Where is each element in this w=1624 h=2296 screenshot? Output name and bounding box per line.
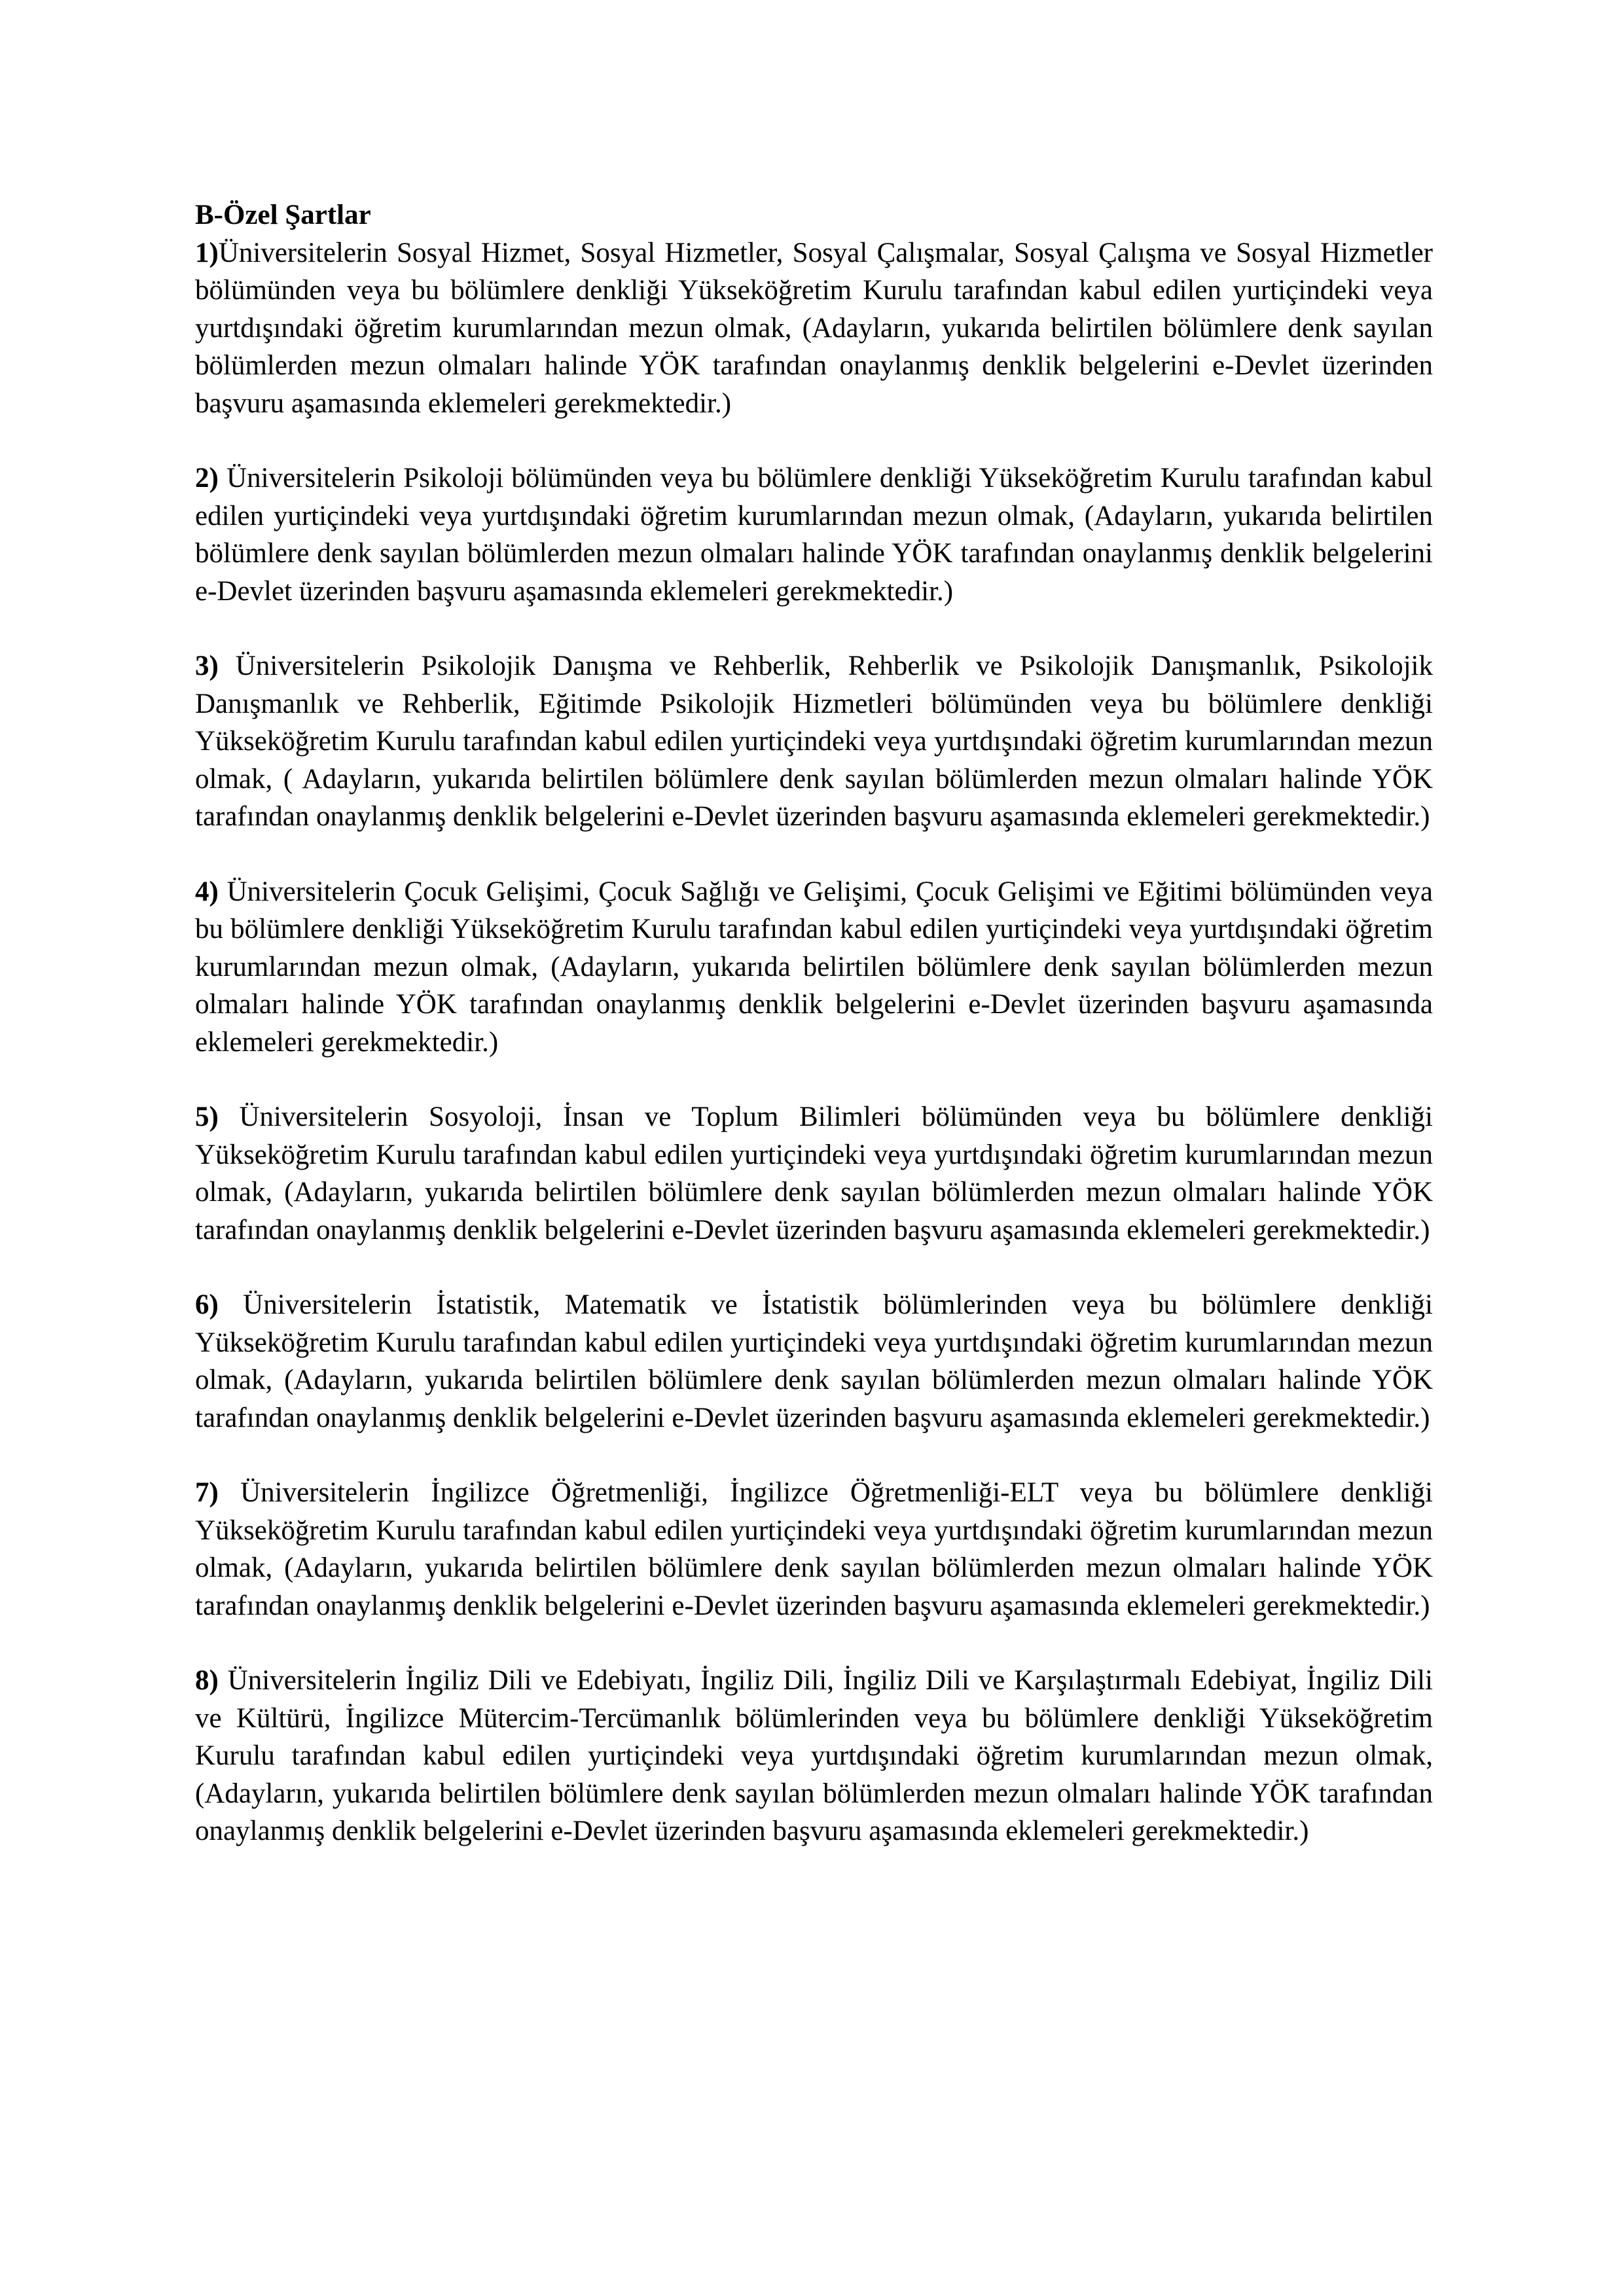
requirement-paragraph-5 — [195, 1098, 1433, 1249]
item-number: 2) — [195, 463, 219, 493]
item-text: Üniversitelerin Sosyal Hizmet, Sosyal Hizmetler, Sosyal Çalışmalar, Sosyal Çalışma ve Sosyal Hizmetler bölümünden veya bu bölümlere denkliği Yükseköğretim Kurulu tarafından kabul edilen yurtiçindeki veya yurtdışındaki öğretim kurumlarından mezun olmak, (Adayların, yukarıda belirtilen bölümlere denk sayılan bölümlerden mezun olmaları halinde YÖK tarafından onaylanmış denklik belgelerini e-Devlet üzerinden başvuru aşamasında eklemeleri gerekmektedir.) — [195, 237, 1433, 419]
item-text: Üniversitelerin İngilizce Öğretmenliği, İngilizce Öğretmenliği-ELT veya bu bölümlere denkliği Yükseköğretim Kurulu tarafından kabul edilen yurtiçindeki veya yurtdışındaki öğretim kurumlarından mezun olmak, (Adayların, yukarıda belirtilen bölümlere denk sayılan bölümlerden mezun olmaları halinde YÖK tarafından onaylanmış denklik belgelerini e-Devlet üzerinden başvuru aşamasında eklemeleri gerekmektedir.) — [195, 1477, 1433, 1621]
document-page — [195, 196, 1433, 1888]
item-number: 4) — [195, 876, 219, 907]
requirement-paragraph-1 — [195, 234, 1433, 423]
item-number: 6) — [195, 1289, 219, 1320]
item-text: Üniversitelerin Psikoloji bölümünden veya bu bölümlere denkliği Yükseköğretim Kurulu tarafından kabul edilen yurtiçindeki veya yurtdışındaki öğretim kurumlarından mezun olmak, (Adayların, yukarıda belirtilen bölümlere denk sayılan bölümlerden mezun olmaları halinde YÖK tarafından onaylanmış denklik belgelerini e-Devlet üzerinden başvuru aşamasında eklemeleri gerekmektedir.) — [195, 463, 1433, 607]
item-text: Üniversitelerin Psikolojik Danışma ve Rehberlik, Rehberlik ve Psikolojik Danışmanlık, Psikolojik Danışmanlık ve Rehberlik, Eğitimde Psikolojik Hizmetleri bölümünden veya bu bölümlere denkliği Yükseköğretim Kurulu tarafından kabul edilen yurtiçindeki veya yurtdışındaki öğretim kurumlarından mezun olmak, ( Adayların, yukarıda belirtilen bölümlere denk sayılan bölümlerden mezun olmaları halinde YÖK tarafından onaylanmış denklik belgelerini e-Devlet üzerinden başvuru aşamasında eklemeleri gerekmektedir.) — [195, 651, 1433, 832]
item-text: Üniversitelerin Çocuk Gelişimi, Çocuk Sağlığı ve Gelişimi, Çocuk Gelişimi ve Eğitimi bölümünden veya bu bölümlere denkliği Yükseköğretim Kurulu tarafından kabul edilen yurtiçindeki veya yurtdışındaki öğretim kurumlarından mezun olmak, (Adayların, yukarıda belirtilen bölümlere denk sayılan bölümlerden mezun olmaları halinde YÖK tarafından onaylanmış denklik belgelerini e-Devlet üzerinden başvuru aşamasında eklemeleri gerekmektedir.) — [195, 876, 1433, 1058]
item-number: 7) — [195, 1477, 219, 1508]
requirement-paragraph-4 — [195, 873, 1433, 1062]
item-number: 8) — [195, 1665, 219, 1696]
item-text: Üniversitelerin İstatistik, Matematik ve İstatistik bölümlerinden veya bu bölümlere denkliği Yükseköğretim Kurulu tarafından kabul edilen yurtiçindeki veya yurtdışındaki öğretim kurumlarından mezun olmak, (Adayların, yukarıda belirtilen bölümlere denk sayılan bölümlerden mezun olmaları halinde YÖK tarafından onaylanmış denklik belgelerini e-Devlet üzerinden başvuru aşamasında eklemeleri gerekmektedir.) — [195, 1289, 1433, 1433]
item-number: 3) — [195, 651, 219, 681]
section-heading: B-Özel Şartlar — [195, 200, 371, 230]
item-text: Üniversitelerin İngiliz Dili ve Edebiyatı, İngiliz Dili, İngiliz Dili ve Karşılaştırmalı Edebiyat, İngiliz Dili ve Kültürü, İngilizce Mütercim-Tercümanlık bölümlerinden veya bu bölümlere denkliği Yükseköğretim Kurulu tarafından kabul edilen yurtiçindeki veya yurtdışındaki öğretim kurumlarından mezun olmak, (Adayların, yukarıda belirtilen bölümlere denk sayılan bölümlerden mezun olmaları halinde YÖK tarafından onaylanmış denklik belgelerini e-Devlet üzerinden başvuru aşamasında eklemeleri gerekmektedir.) — [195, 1665, 1433, 1846]
requirement-paragraph-8 — [195, 1662, 1433, 1850]
requirement-paragraph-7 — [195, 1474, 1433, 1624]
requirement-paragraph-3 — [195, 647, 1433, 836]
requirement-paragraph-2 — [195, 459, 1433, 610]
item-number: 5) — [195, 1102, 219, 1132]
item-text: Üniversitelerin Sosyoloji, İnsan ve Toplum Bilimleri bölümünden veya bu bölümlere denkliği Yükseköğretim Kurulu tarafından kabul edilen yurtiçindeki veya yurtdışındaki öğretim kurumlarından mezun olmak, (Adayların, yukarıda belirtilen bölümlere denk sayılan bölümlerden mezun olmaları halinde YÖK tarafından onaylanmış denklik belgelerini e-Devlet üzerinden başvuru aşamasında eklemeleri gerekmektedir.) — [195, 1102, 1433, 1246]
item-number: 1) — [195, 237, 219, 268]
requirement-paragraph-6 — [195, 1286, 1433, 1437]
